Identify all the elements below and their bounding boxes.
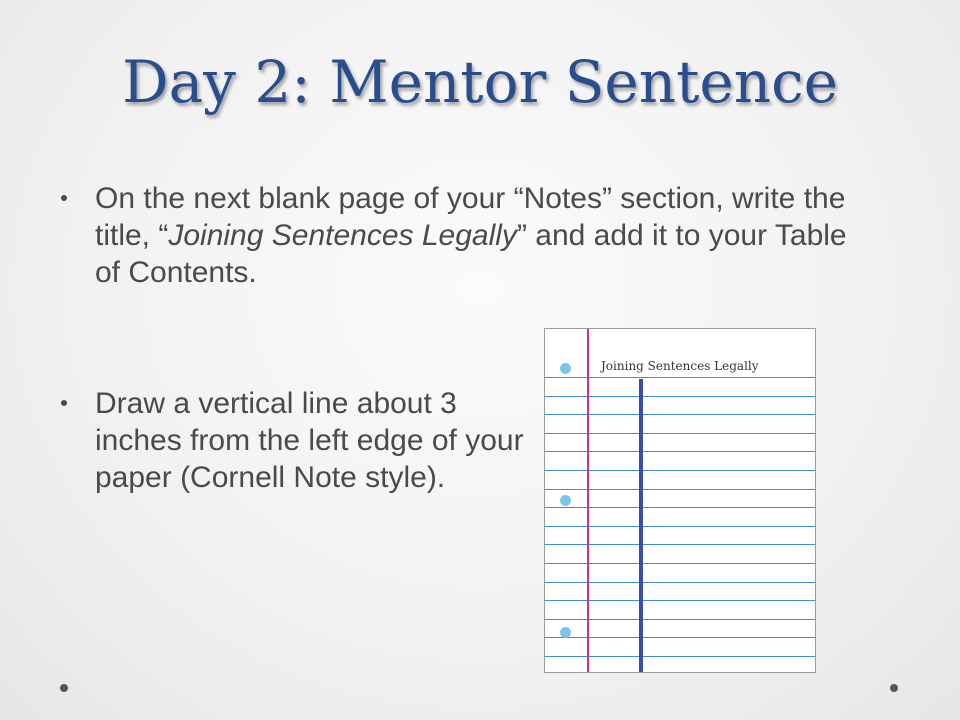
ruled-line	[545, 470, 815, 471]
ruled-line	[545, 507, 815, 508]
cornell-vertical-line	[639, 379, 643, 672]
ruled-line	[545, 600, 815, 601]
bullet-1-emphasis: Joining Sentences Legally	[168, 219, 517, 252]
ruled-line	[545, 637, 815, 638]
notebook-title: Joining Sentences Legally	[601, 359, 759, 373]
ruled-line	[545, 489, 815, 490]
notebook-margin-line	[587, 329, 589, 672]
ruled-line	[545, 396, 815, 397]
ruled-line	[545, 451, 815, 452]
bullet-dot-icon	[61, 400, 67, 406]
punch-hole-icon	[560, 363, 571, 374]
punch-hole-icon	[560, 495, 571, 506]
ruled-line	[545, 526, 815, 527]
notebook-paper-image	[544, 328, 816, 673]
bullet-1-text-part1: On the next blank page of your “Notes” section, write the title, “	[95, 182, 846, 252]
ruled-line	[545, 544, 815, 545]
ruled-line	[545, 656, 815, 657]
bullet-item-2	[95, 385, 535, 496]
bullet-dot-icon	[61, 195, 67, 201]
bullet-1-text-part2: ” and add it to your Table of Contents.	[95, 219, 847, 289]
ruled-line	[545, 563, 815, 564]
bullet-2-text: Draw a vertical line about 3 inches from the left edge of your paper (Cornell Note style).	[95, 387, 524, 494]
corner-dot-icon	[890, 684, 898, 692]
ruled-line	[545, 582, 815, 583]
ruled-line	[545, 414, 815, 415]
ruled-line	[545, 433, 815, 434]
slide-title: Day 2: Mentor Sentence	[122, 48, 838, 116]
punch-hole-icon	[560, 627, 571, 638]
bullet-item-1	[95, 180, 875, 291]
corner-dot-icon	[60, 684, 68, 692]
ruled-line	[545, 619, 815, 620]
ruled-line	[545, 377, 815, 378]
